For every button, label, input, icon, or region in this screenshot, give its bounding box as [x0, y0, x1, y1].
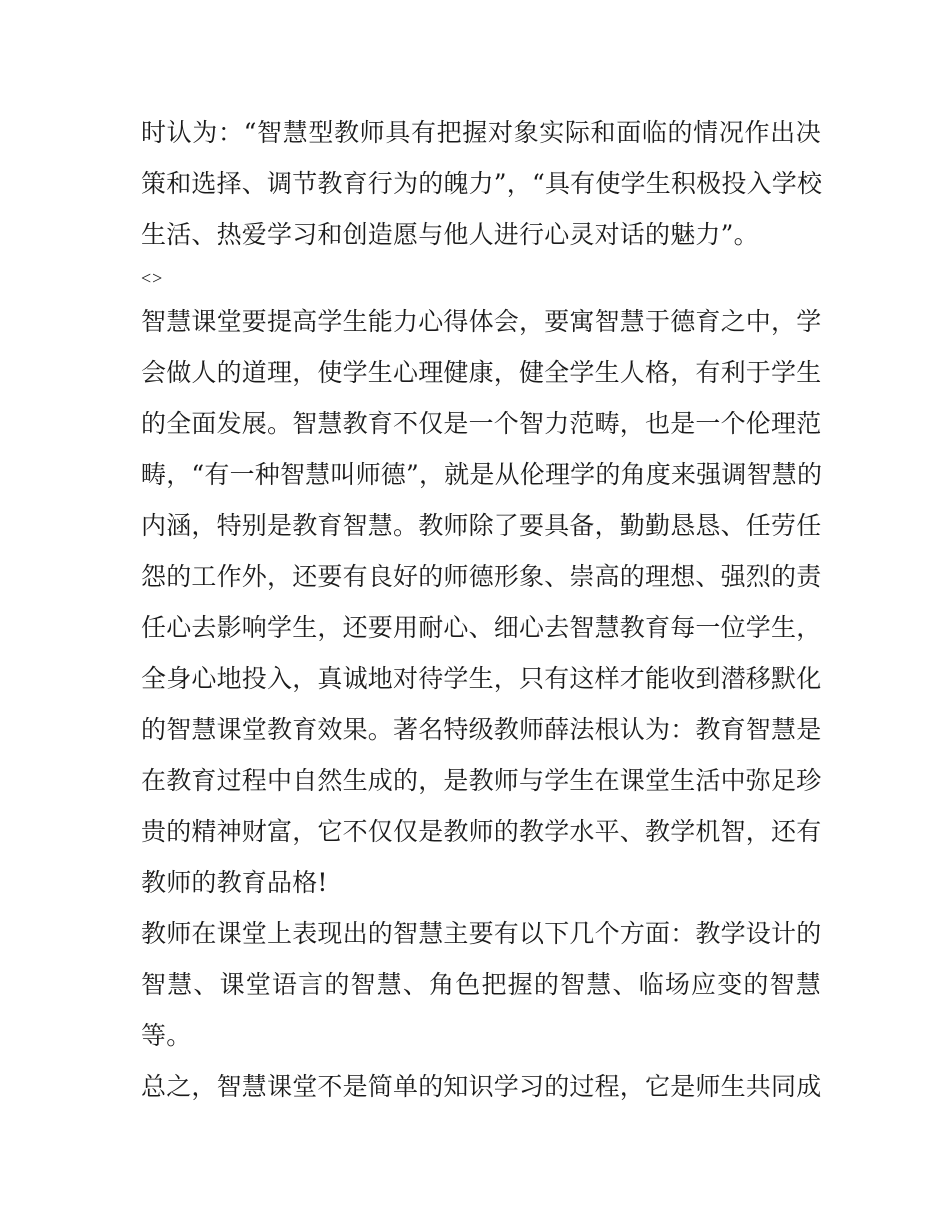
- text-line: 的全面发展。智慧教育不仅是一个智力范畴，也是一个伦理范: [141, 409, 822, 438]
- text-line: 教师在课堂上表现出的智慧主要有以下几个方面：教学设计的: [141, 919, 822, 948]
- text-line: 智慧、课堂语言的智慧、角色把握的智慧、临场应变的智慧: [141, 970, 821, 999]
- text-line: 畴，“有一种智慧叫师德”，就是从伦理学的角度来强调智慧的: [141, 460, 823, 489]
- text-line: 的智慧课堂教育效果。著名特级教师薛法根认为：教育智慧是: [141, 715, 822, 744]
- text-line: 任心去影响学生，还要用耐心、细心去智慧教育每一位学生，: [141, 613, 822, 642]
- section-marker: <>: [141, 268, 164, 288]
- text-line: 贵的精神财富，它不仅仅是教师的教学水平、教学机智，还有: [141, 817, 822, 846]
- text-line: 策和选择、调节教育行为的魄力”，“具有使学生积极投入学校: [141, 169, 823, 198]
- text-line: 等。: [141, 1021, 192, 1050]
- text-line: 生活、热爱学习和创造愿与他人进行心灵对话的魅力”。: [141, 220, 759, 249]
- text-line: 智慧课堂要提高学生能力心得体会，要寓智慧于德育之中，学: [141, 307, 822, 336]
- text-line: 在教育过程中自然生成的，是教师与学生在课堂生活中弥足珍: [141, 766, 822, 795]
- text-line: 总之，智慧课堂不是简单的知识学习的过程，它是师生共同成: [141, 1072, 822, 1101]
- text-line: 时认为：“智慧型教师具有把握对象实际和面临的情况作出决: [141, 118, 821, 147]
- text-line: 内涵，特别是教育智慧。教师除了要具备，勤勤恳恳、任劳任: [141, 511, 822, 540]
- text-line: 教师的教育品格!: [141, 868, 328, 897]
- body-text: [141, 107, 821, 1112]
- text-line: 全身心地投入，真诚地对待学生，只有这样才能收到潜移默化: [141, 664, 822, 693]
- text-line: 会做人的道理，使学生心理健康，健全学生人格，有利于学生: [141, 358, 822, 387]
- text-line: 怨的工作外，还要有良好的师德形象、崇高的理想、强烈的责: [141, 562, 822, 591]
